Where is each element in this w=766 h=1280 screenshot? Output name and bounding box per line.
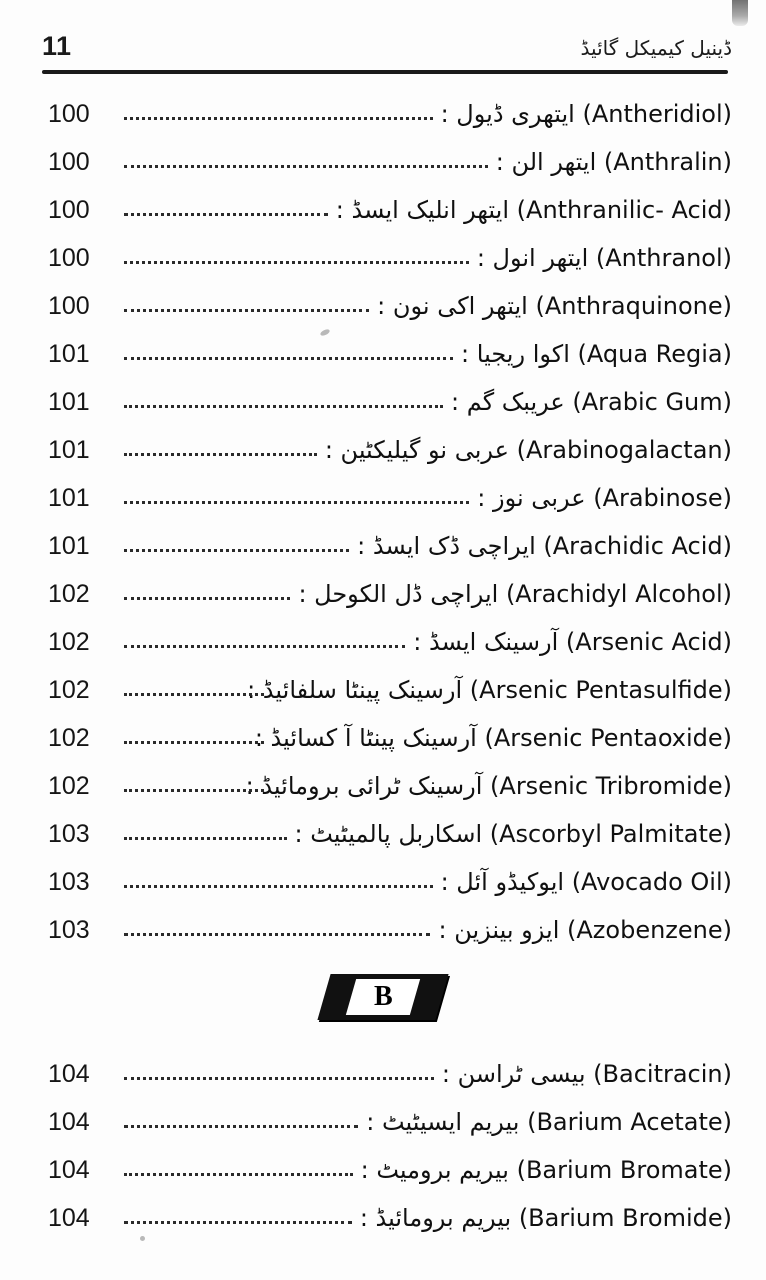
toc-entry-dot-leader (124, 1206, 352, 1230)
toc-entry[interactable] (42, 714, 732, 762)
toc-entry-dot-leader (124, 918, 430, 942)
toc-entry-page-number: 101 (48, 435, 90, 464)
toc-entry[interactable] (42, 90, 732, 138)
toc-entry-title-urdu: بیریم ایسیٹیٹ : (366, 1107, 520, 1136)
toc-entry-title-english: (Anthraquinone) (535, 291, 732, 320)
toc-entry[interactable] (42, 426, 732, 474)
toc-entry[interactable] (42, 906, 732, 954)
toc-entry-title-english: (Arabinogalactan) (516, 435, 732, 464)
toc-entry-page-number: 101 (48, 339, 90, 368)
toc-entry[interactable] (42, 522, 732, 570)
toc-entry[interactable] (42, 762, 732, 810)
book-title: ڈینیل کیمیکل گائیڈ (580, 36, 732, 60)
toc-entry-title (496, 149, 732, 175)
toc-entry-title (477, 485, 732, 511)
toc-entry-title-english: (Arabic Gum) (572, 387, 732, 416)
page-number: 11 (42, 31, 72, 61)
toc-entry-page-number: 102 (48, 771, 90, 800)
toc-entry-dot-leader (124, 630, 405, 654)
toc-entry-dot-leader (124, 1158, 353, 1182)
toc-entry-title (336, 197, 732, 223)
toc-entry-title-urdu: آرسینک پینٹا آ کسائیڈ : (254, 723, 477, 752)
toc-entry-title (298, 581, 732, 607)
toc-entry-title-urdu: ایزو بینزین : (438, 915, 560, 944)
toc-entry-title-urdu: ایوکیڈو آئل : (440, 867, 565, 896)
toc-entry[interactable] (42, 186, 732, 234)
toc-entry-title-english: (Ascorbyl Palmitate) (489, 819, 732, 848)
toc-entry-dot-leader (124, 726, 264, 750)
toc-entry-title-urdu: ایتھر اکی نون : (377, 291, 528, 320)
toc-entry-title-english: (Azobenzene) (567, 915, 732, 944)
toc-entry-title-urdu: عربی نو گیلیکٹین : (324, 435, 509, 464)
toc-entry[interactable] (42, 1146, 732, 1194)
toc-entry-title-english: (Aqua Regia) (577, 339, 732, 368)
toc-entry-dot-leader (124, 534, 349, 558)
toc-entry-dot-leader (124, 1110, 358, 1134)
toc-entry-title-urdu: اسکاربل پالمیٹیٹ : (294, 819, 483, 848)
toc-entry-title-urdu: ایتھر الن : (495, 147, 597, 176)
toc-entry-dot-leader (124, 486, 469, 510)
toc-entry-title-urdu: عریبک گم : (451, 387, 565, 416)
section-badge-letter: B (373, 981, 393, 1012)
toc-entry-title-urdu: ایتھر انول : (476, 243, 589, 272)
toc-entry-title-urdu: ایراچی ڈک ایسڈ : (357, 531, 536, 560)
toc-entry-dot-leader (124, 774, 264, 798)
toc-entry-dot-leader (124, 870, 433, 894)
toc-entry-title (441, 869, 732, 895)
toc-entry-page-number: 104 (48, 1059, 90, 1088)
toc-entry-title (477, 245, 732, 271)
toc-entry-title (295, 821, 733, 847)
toc-entry-title (357, 533, 732, 559)
toc-entry-title-english: (Antheridiol) (582, 99, 732, 128)
toc-entry[interactable] (42, 330, 732, 378)
toc-entry-title-english: (Barium Bromate) (516, 1155, 732, 1184)
header-rule (42, 70, 728, 74)
toc-entry-dot-leader (124, 678, 264, 702)
toc-entry-page-number: 100 (48, 195, 90, 224)
toc-entry-dot-leader (124, 390, 443, 414)
toc-entry-page-number: 100 (48, 147, 90, 176)
toc-entry-title-urdu: آرسینک ٹرائی برومائیڈ : (245, 771, 483, 800)
toc-list-a (24, 90, 742, 954)
toc-entry-dot-leader (124, 822, 287, 846)
section-badge-row (24, 960, 742, 1034)
toc-entry-title-urdu: بیسی ٹراسن : (441, 1059, 586, 1088)
toc-entry-title (442, 1061, 732, 1087)
toc-entry-title-urdu: آرسینک ایسڈ : (413, 627, 559, 656)
toc-entry-page-number: 101 (48, 387, 90, 416)
toc-entry-title-english: (Arsenic Pentaoxide) (484, 723, 732, 752)
toc-entry-title-english: (Anthranilic- Acid) (516, 195, 732, 224)
toc-entry-title-english: (Arachidic Acid) (543, 531, 732, 560)
toc-entry-title (413, 629, 732, 655)
toc-entry-title-english: (Bacitracin) (593, 1059, 732, 1088)
toc-entry-dot-leader (124, 438, 317, 462)
toc-entry[interactable] (42, 810, 732, 858)
toc-entry-title-english: (Anthranol) (595, 243, 732, 272)
toc-entry[interactable] (42, 282, 732, 330)
toc-entry-title (247, 675, 732, 704)
toc-entry-page-number: 102 (48, 579, 90, 608)
toc-entry-page-number: 100 (48, 291, 90, 320)
toc-entry-title-urdu: عربی نوز : (477, 483, 586, 512)
toc-entry-title (254, 723, 732, 752)
toc-entry-title-urdu: بیریم برومیٹ : (360, 1155, 509, 1184)
toc-entry-title-english: (Arsenic Acid) (565, 627, 732, 656)
toc-entry-title-urdu: اکوا ریجیا : (461, 339, 570, 368)
toc-entry-title-urdu: آرسینک پینٹا سلفائیڈ : (247, 675, 463, 704)
toc-entry[interactable] (42, 138, 732, 186)
toc-entry[interactable] (42, 1194, 732, 1242)
toc-entry-page-number: 100 (48, 99, 90, 128)
toc-entry-dot-leader (124, 582, 290, 606)
toc-entry-title (366, 1109, 732, 1135)
toc-entry-title (361, 1157, 732, 1183)
toc-entry-title (441, 101, 732, 127)
toc-entry-page-number: 102 (48, 675, 90, 704)
toc-entry-title-english: (Arsenic Tribromide) (490, 771, 732, 800)
toc-entry-page-number: 103 (48, 915, 90, 944)
toc-entry-dot-leader (124, 150, 488, 174)
toc-entry[interactable] (42, 858, 732, 906)
toc-entry-title (245, 771, 732, 800)
toc-entry[interactable] (42, 378, 732, 426)
toc-entry-dot-leader (124, 246, 469, 270)
toc-entry-dot-leader (124, 342, 453, 366)
toc-entry-title-english: (Barium Acetate) (527, 1107, 732, 1136)
toc-entry-page-number: 103 (48, 867, 90, 896)
toc-entry-page-number: 103 (48, 819, 90, 848)
toc-list-b (24, 1050, 742, 1242)
toc-entry-page-number: 104 (48, 1155, 90, 1184)
toc-entry[interactable] (42, 1098, 732, 1146)
toc-entry-dot-leader (124, 198, 328, 222)
toc-entry-page-number: 101 (48, 531, 90, 560)
toc-entry-dot-leader (124, 1062, 434, 1086)
toc-entry-page-number: 100 (48, 243, 90, 272)
toc-entry-title (438, 917, 732, 943)
toc-entry-dot-leader (124, 294, 369, 318)
toc-entry[interactable] (42, 618, 732, 666)
toc-entry-title-urdu: بیریم برومائیڈ : (359, 1203, 512, 1232)
toc-entry[interactable] (42, 570, 732, 618)
toc-entry-title-english: (Arsenic Pentasulfide) (469, 675, 732, 704)
section-badge (317, 974, 448, 1020)
paper-speck (140, 1236, 145, 1241)
toc-entry[interactable] (42, 1050, 732, 1098)
toc-entry-page-number: 104 (48, 1107, 90, 1136)
toc-entry-page-number: 101 (48, 483, 90, 512)
toc-entry-title-english: (Anthralin) (603, 147, 732, 176)
toc-entry-title (451, 389, 732, 415)
toc-entry-title-english: (Avocado Oil) (571, 867, 732, 896)
toc-entry-title (377, 293, 732, 319)
page-header (24, 0, 742, 66)
toc-entry-title (461, 341, 732, 367)
toc-entry-title-urdu: ایراچی ڈل الکوحل : (298, 579, 499, 608)
toc-entry-title-english: (Arachidyl Alcohol) (505, 579, 732, 608)
toc-entry-page-number: 102 (48, 723, 90, 752)
toc-entry[interactable] (42, 666, 732, 714)
toc-entry-title-english: (Barium Bromide) (518, 1203, 732, 1232)
toc-entry-page-number: 104 (48, 1203, 90, 1232)
toc-entry[interactable] (42, 234, 732, 282)
toc-entry-title (360, 1205, 732, 1231)
toc-entry-title-english: (Arabinose) (593, 483, 732, 512)
toc-entry[interactable] (42, 474, 732, 522)
toc-entry-title-urdu: ایتھر انلیک ایسڈ : (335, 195, 510, 224)
toc-entry-dot-leader (124, 102, 433, 126)
toc-entry-page-number: 102 (48, 627, 90, 656)
toc-entry-title (325, 437, 732, 463)
section-badge-inner (346, 979, 420, 1015)
toc-entry-title-urdu: ایتھری ڈیول : (440, 99, 575, 128)
